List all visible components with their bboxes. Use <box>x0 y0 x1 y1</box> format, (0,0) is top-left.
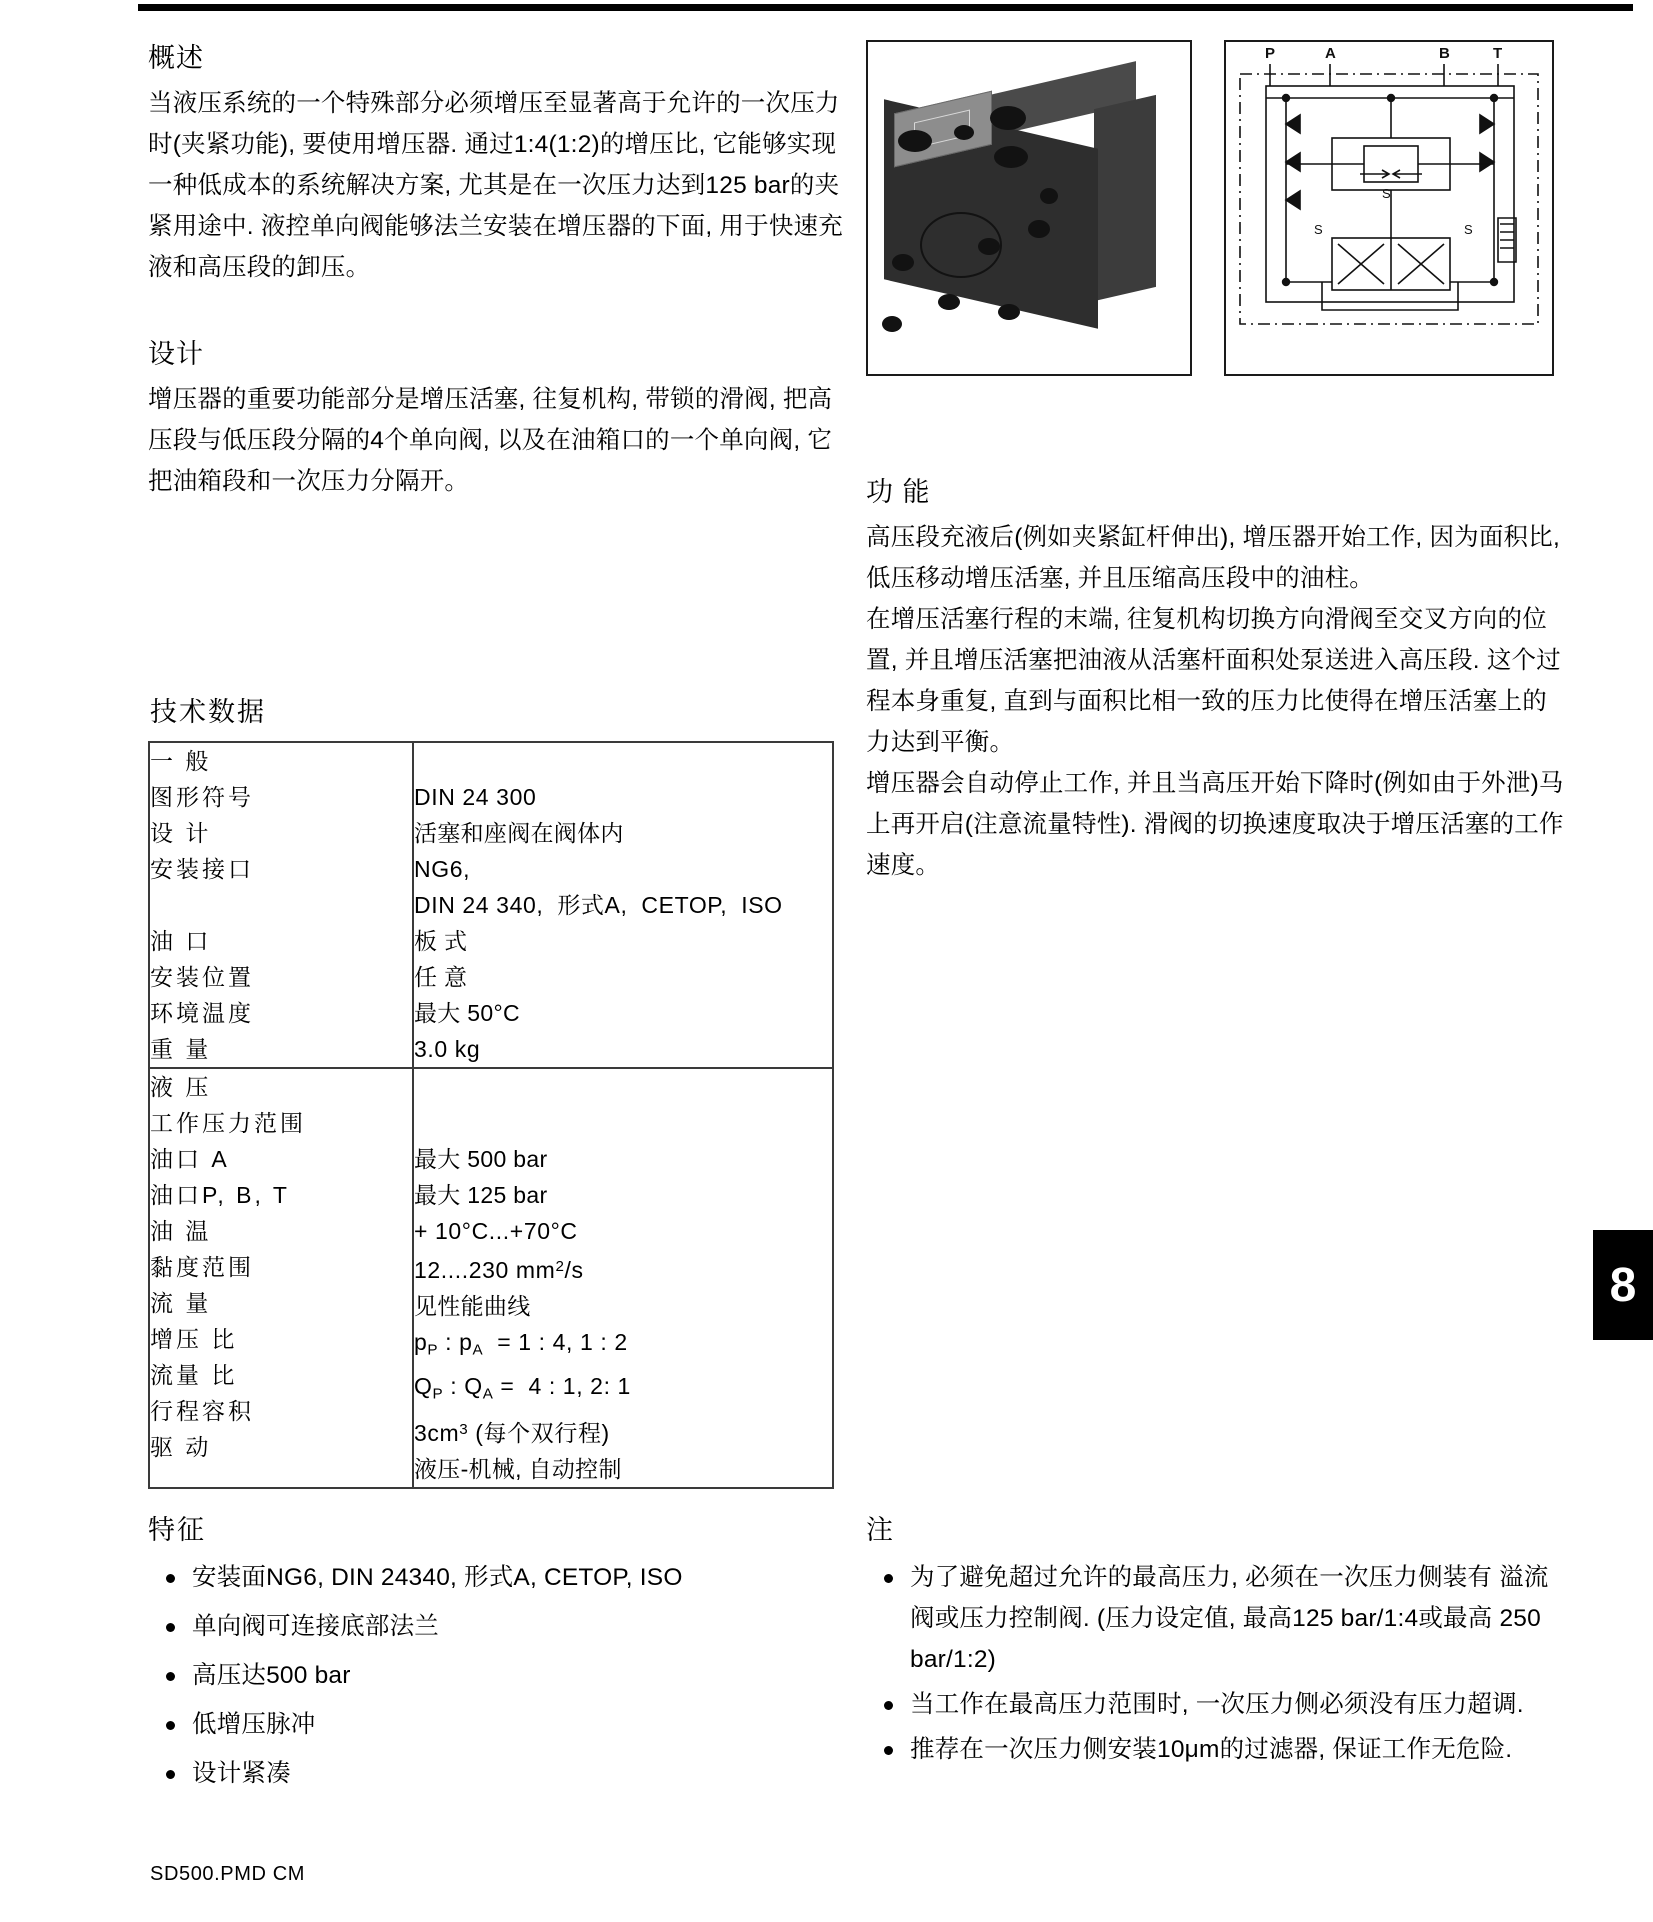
chapter-number-tab: 8 <box>1593 1230 1653 1340</box>
port-hole <box>998 304 1020 320</box>
row-value: DIN 24 340, 形式A, CETOP, ISO <box>414 892 783 918</box>
row-key: 环境温度 <box>150 1000 254 1026</box>
table-row <box>149 1068 833 1488</box>
features-title: 特征 <box>148 1515 206 1545</box>
product-photo <box>866 40 1192 376</box>
row-value: 板 式 <box>414 928 468 954</box>
function-paragraph-1: 高压段充液后(例如夹紧缸杆伸出), 增压器开始工作, 因为面积比, 低压移动增压活塞, 并且压缩高压段中的油柱。 <box>866 524 1560 592</box>
spacer <box>414 1105 832 1141</box>
row-value: NG6, <box>414 856 471 882</box>
port-hole <box>882 316 902 332</box>
overview-paragraph: 当液压系统的一个特殊部分必须增压至显著高于允许的一次压力时(夹紧功能), 要使用增压器. 通过1:4(1:2)的增压比, 它能够实现一种低成本的系统解决方案, 尤其是在一次压力达到125 bar的夹紧用途中. 液控单向阀能够法兰安装在增压器的下面, 用于快速充液和高压段的卸压。 <box>148 90 843 281</box>
spacer <box>414 743 832 779</box>
list-item: 安装面NG6, DIN 24340, 形式A, CETOP, ISO <box>148 1557 848 1598</box>
port-hole <box>954 125 974 140</box>
notes-list <box>866 1557 1566 1770</box>
port-hole <box>978 238 1000 255</box>
notes-section <box>866 1508 1566 1774</box>
technical-data-title: 技术数据 <box>150 697 266 727</box>
list-item: 推荐在一次压力侧安装10μm的过滤器, 保证工作无危险. <box>866 1729 1566 1770</box>
row-value-stroke-volume: $3cm^3$ (每个双行程) <box>414 1420 610 1447</box>
table-value-cell <box>413 1068 833 1488</box>
port-hole <box>892 254 914 271</box>
function-section <box>866 470 1566 886</box>
row-value: 见性能曲线 <box>414 1292 531 1319</box>
row-value-flow-ratio: $Q_P$ : $Q_A = 4$ : 1, 2: 1 <box>414 1373 631 1403</box>
row-value-pressure-ratio: $p_P$ : $p_A = 1$ : 4, 1 : 2 <box>414 1328 628 1359</box>
list-item: 高压达500 bar <box>148 1655 848 1696</box>
row-key: 油口P, B, T <box>150 1182 290 1208</box>
technical-data-section <box>148 690 838 1489</box>
port-hole <box>990 106 1026 130</box>
notes-title: 注 <box>866 1515 895 1545</box>
port-hole <box>1028 220 1050 238</box>
row-key: 油 口 <box>150 928 212 954</box>
row-value: 最大 500 bar <box>414 1146 548 1172</box>
design-title: 设计 <box>148 339 204 369</box>
port-hole <box>994 146 1028 168</box>
schematic-port-label-b: B <box>1439 45 1450 62</box>
group-heading-general: 一 般 <box>150 748 212 774</box>
schematic-drawing <box>1226 42 1552 374</box>
table-key-cell <box>149 742 413 1068</box>
port-hole <box>898 130 932 152</box>
figure-row <box>866 40 1554 376</box>
row-key: 增压 比 <box>150 1326 238 1352</box>
features-section <box>148 1508 848 1802</box>
row-key: 油 温 <box>150 1218 212 1244</box>
row-key: 设 计 <box>150 820 212 846</box>
row-key: 安装接口 <box>150 856 254 882</box>
table-row <box>149 742 833 1068</box>
row-value: 最大 50°C <box>414 1000 520 1026</box>
table-key-cell <box>149 1068 413 1488</box>
port-hole <box>1040 188 1058 204</box>
spacer <box>148 288 848 332</box>
row-key: 流 量 <box>150 1290 212 1316</box>
row-value: 最大 125 bar <box>414 1182 548 1208</box>
row-value: DIN 24 300 <box>414 784 537 810</box>
schematic-port-label-a: A <box>1325 45 1336 62</box>
list-item: 单向阀可连接底部法兰 <box>148 1606 848 1647</box>
schematic-inner-label-s: S <box>1314 222 1323 237</box>
row-key: 行程容积 <box>150 1398 254 1424</box>
row-value: 任 意 <box>414 964 468 990</box>
row-key: 安装位置 <box>150 964 254 990</box>
overview-title: 概述 <box>148 43 204 73</box>
row-key: 黏度范围 <box>150 1254 254 1280</box>
schematic-port-label-p: P <box>1265 45 1276 62</box>
row-key: 流量 比 <box>150 1362 238 1388</box>
list-item: 低增压脉冲 <box>148 1704 848 1745</box>
row-key: 驱 动 <box>150 1434 212 1460</box>
left-text-column <box>148 36 848 502</box>
row-value-viscosity: 12....230 $mm^2/s$ <box>414 1256 584 1283</box>
function-paragraph-3: 增压器会自动停止工作, 并且当高压开始下降时(例如由于外泄)马上再开启(注意流量特性). 滑阀的切换速度取决于增压活塞的工作速度。 <box>866 770 1564 879</box>
schematic-port-label-t: T <box>1493 45 1503 62</box>
function-title: 功 能 <box>866 477 931 507</box>
design-paragraph: 增压器的重要功能部分是增压活塞, 往复机构, 带锁的滑阀, 把高压段与低压段分隔的4个单向阀, 以及在油箱口的一个单向阀, 它把油箱段和一次压力分隔开。 <box>148 386 833 495</box>
spacer <box>414 1069 832 1105</box>
valve-block-illustration <box>868 42 1190 374</box>
table-value-cell <box>413 742 833 1068</box>
function-paragraph-2: 在增压活塞行程的末端, 往复机构切换方向滑阀至交叉方向的位置, 并且增压活塞把油液从活塞杆面积处泵送进入高压段. 这个过程本身重复, 直到与面积比相一致的压力比使得在增压活塞上的力达到平衡。 <box>866 606 1561 756</box>
row-key: 图形符号 <box>150 784 254 810</box>
row-value: 液压-机械, 自动控制 <box>414 1456 622 1483</box>
features-list <box>148 1557 848 1794</box>
list-item: 设计紧凑 <box>148 1753 848 1794</box>
spacer <box>150 887 412 923</box>
group-heading-hydraulic: 液 压 <box>150 1074 212 1100</box>
schematic-inner-label-s: S <box>1464 222 1473 237</box>
list-item: 为了避免超过允许的最高压力, 必须在一次压力侧装有 溢流阀或压力控制阀. (压力设定值, 最高125 bar/1:4或最高 250 bar/1:2) <box>866 1557 1566 1680</box>
row-key: 重 量 <box>150 1036 212 1062</box>
page-header-rule <box>138 4 1633 11</box>
list-item: 当工作在最高压力范围时, 一次压力侧必须没有压力超调. <box>866 1684 1566 1725</box>
row-value: + 10°C...+70°C <box>414 1218 578 1244</box>
row-key: 油口 A <box>150 1146 230 1172</box>
footer-code: SD500.PMD CM <box>150 1863 306 1885</box>
technical-data-table <box>148 741 834 1489</box>
hydraulic-schematic <box>1224 40 1554 376</box>
port-hole <box>938 294 960 310</box>
row-value: 活塞和座阀在阀体内 <box>414 820 624 846</box>
schematic-inner-label-s: S <box>1382 186 1391 201</box>
row-value: 3.0 kg <box>414 1036 481 1062</box>
subheading-pressure-range: 工作压力范围 <box>150 1110 306 1136</box>
valve-side-face <box>1094 95 1156 301</box>
